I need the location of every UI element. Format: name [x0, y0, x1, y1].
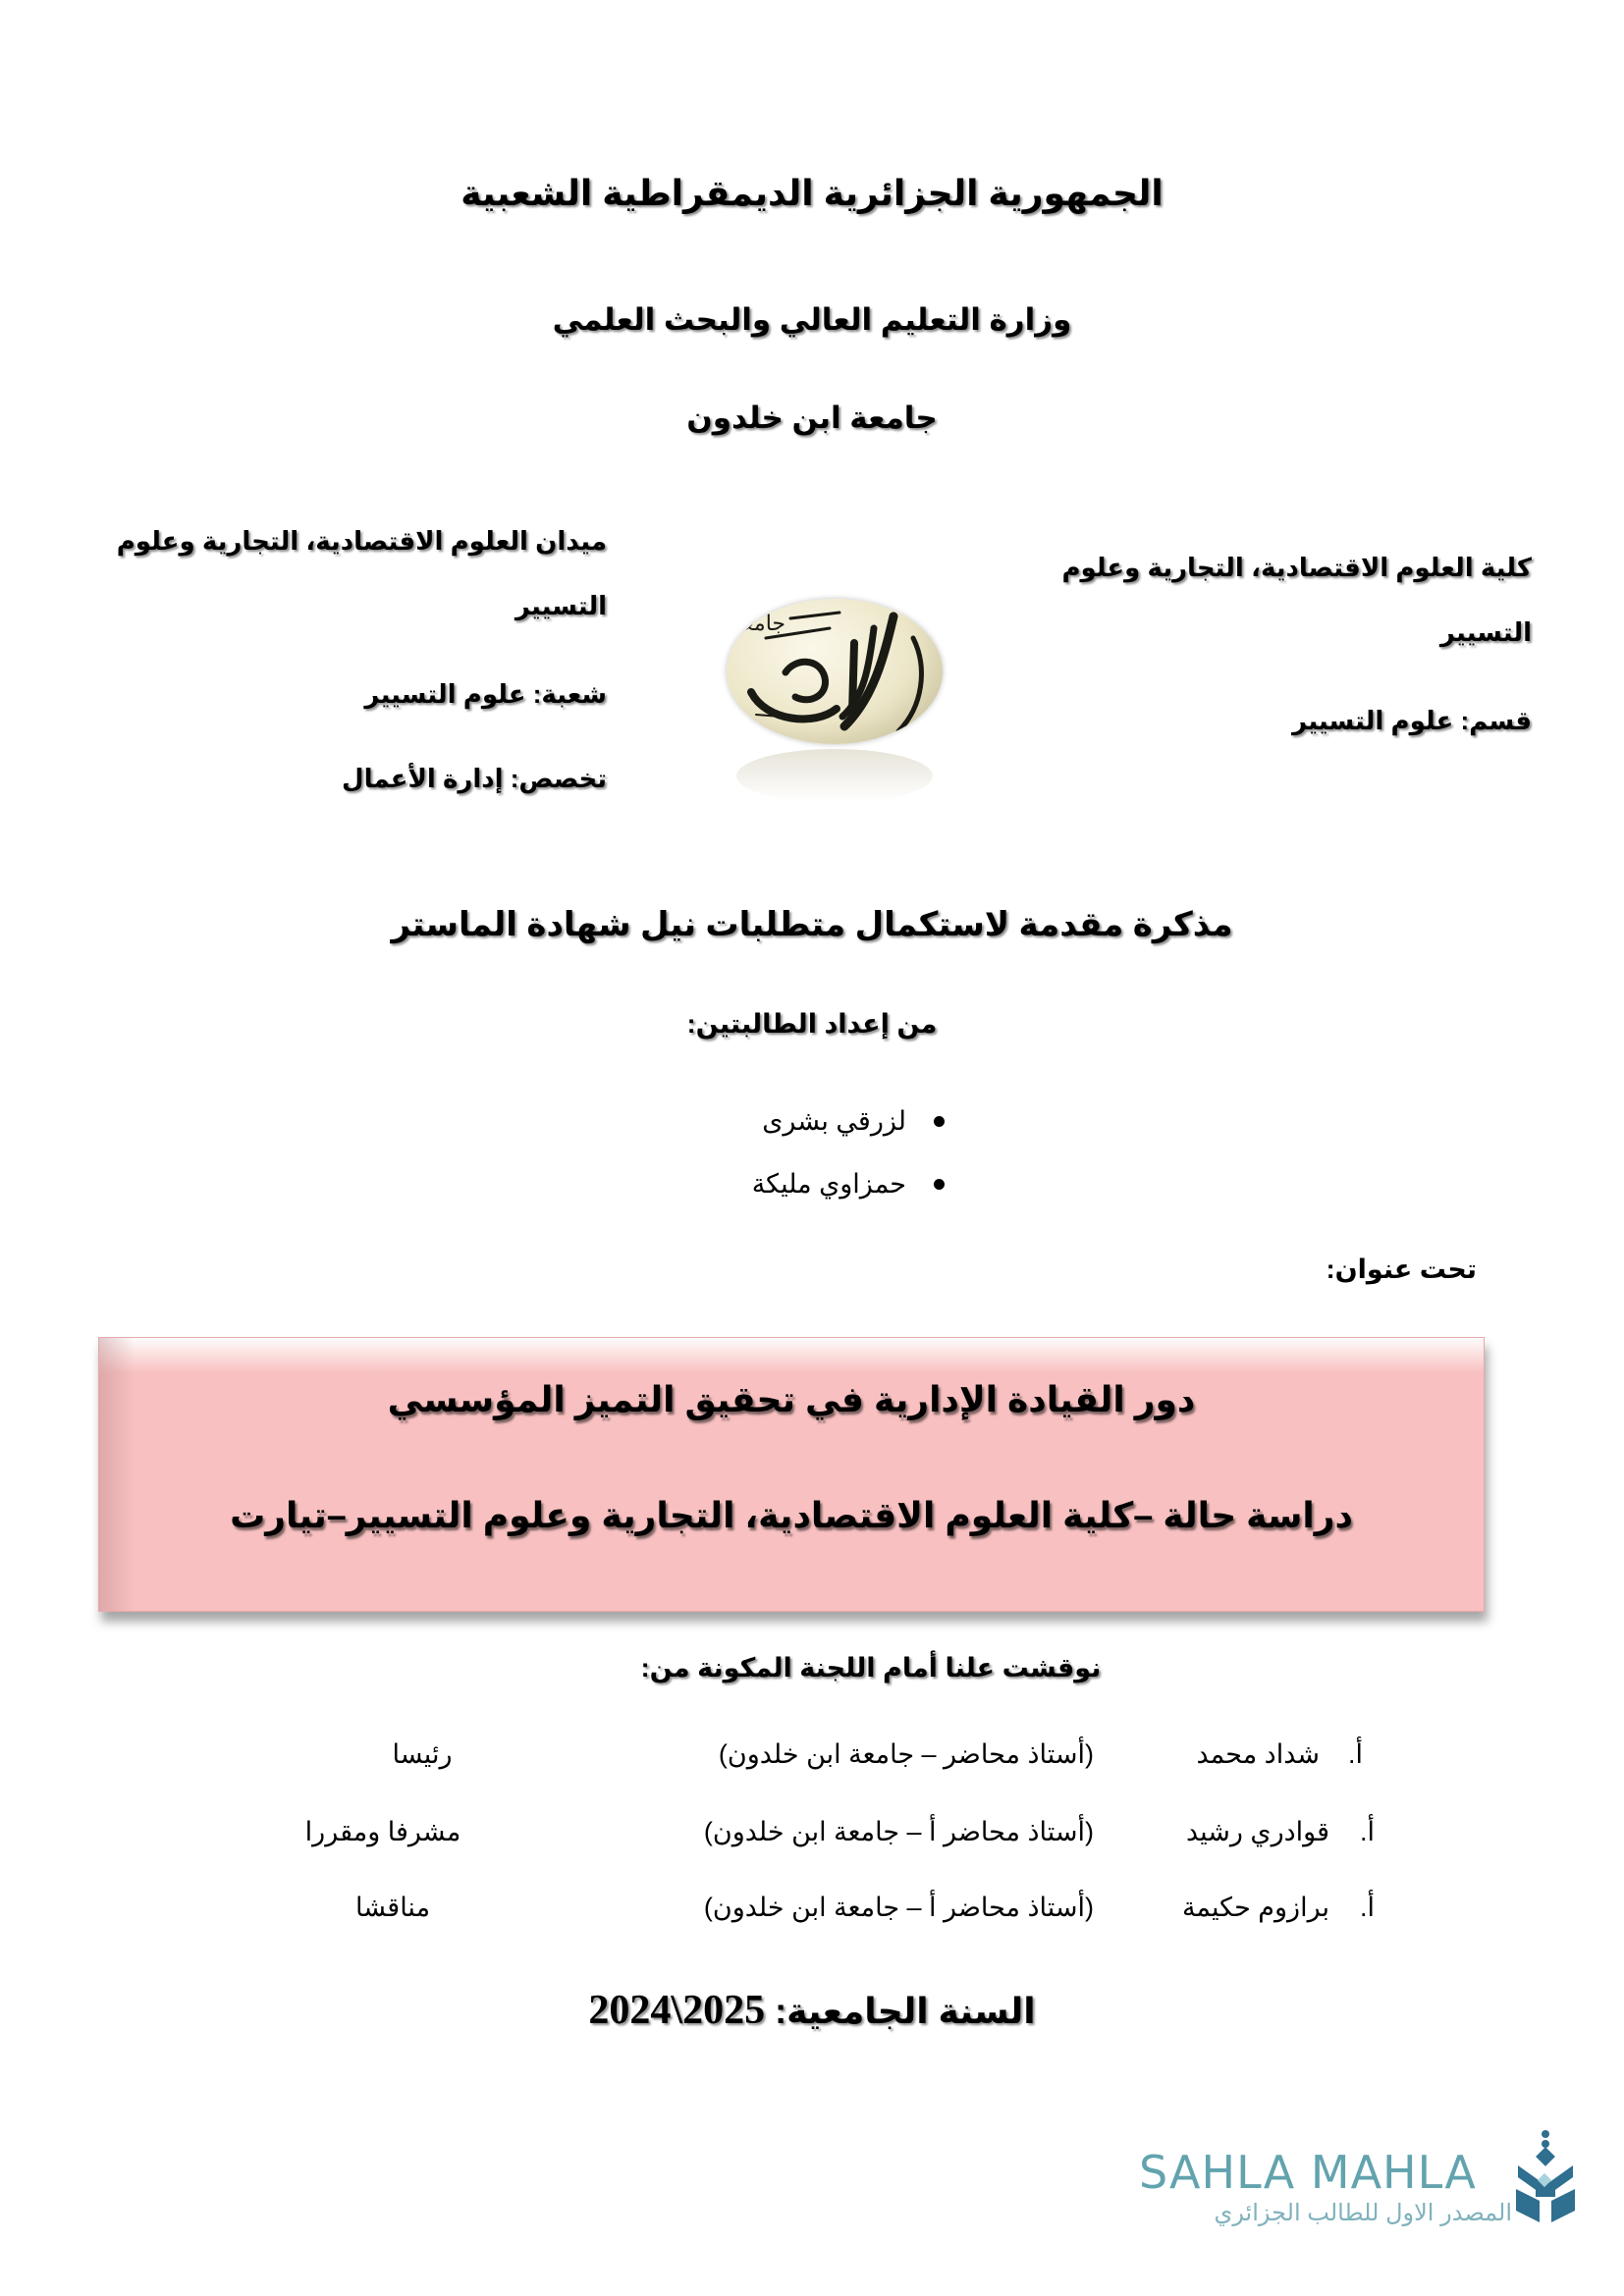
students-list: [687, 1099, 945, 1205]
field-line-1: ميدان العلوم الاقتصادية، التجارية وعلوم: [116, 526, 607, 556]
committee-row: [0, 1817, 1624, 1856]
faculty-line-1: كلية العلوم الاقتصادية، التجارية وعلوم: [1061, 553, 1532, 582]
member-rank: (أستاذ محاضر أ – جامعة ابن خلدون): [703, 1893, 1094, 1922]
ministry-title: وزارة التعليم العالي والبحث العلمي: [552, 302, 1072, 337]
member-name: برازوم حكيمة: [1181, 1893, 1329, 1922]
thesis-title-box: [98, 1337, 1485, 1612]
student-item: [687, 1162, 945, 1205]
committee-row: [0, 1739, 1624, 1779]
thesis-purpose: مذكرة مقدمة لاستكمال متطلبات نيل شهادة الماستر: [391, 906, 1233, 943]
student-name: حمزاوي مليكة: [751, 1168, 906, 1199]
member-role: مشرفا ومقررا: [304, 1817, 461, 1846]
faculty-line-2: التسيير: [1439, 617, 1532, 647]
prepared-by-label: من إعداد الطالبتين:: [686, 1009, 938, 1039]
committee-header: نوقشت علنا أمام اللجنة المكونة من:: [640, 1653, 1102, 1682]
member-prefix: أ.: [1359, 1817, 1375, 1846]
member-name: قوادري رشيد: [1185, 1817, 1329, 1846]
thesis-case-study: دراسة حالة –كلية العلوم الاقتصادية، التجارية وعلوم التسيير–تيارت: [230, 1495, 1353, 1535]
committee-row: [0, 1893, 1624, 1932]
bullet-icon: [934, 1116, 945, 1127]
academic-year-label: السنة الجامعية:: [775, 1991, 1036, 2031]
member-rank: (أستاذ محاضر أ – جامعة ابن خلدون): [703, 1817, 1094, 1846]
department-label: قسم: علوم التسيير: [1292, 706, 1532, 735]
university-title: جامعة ابن خلدون: [686, 400, 938, 435]
member-rank: (أستاذ محاضر – جامعة ابن خلدون): [718, 1739, 1094, 1769]
member-role: مناقشا: [354, 1893, 431, 1922]
svg-text:جامعة: جامعة: [731, 612, 785, 636]
sahla-mahla-watermark: [1139, 2128, 1581, 2236]
member-prefix: أ.: [1347, 1739, 1363, 1769]
university-emblem-icon: [722, 574, 947, 805]
specialty-label: تخصص: إدارة الأعمال: [342, 764, 607, 793]
watermark-tagline: المصدر الاول للطالب الجزائري: [1214, 2200, 1512, 2226]
field-line-2: التسيير: [514, 591, 607, 620]
branch-label: شعبة: علوم التسيير: [364, 679, 607, 709]
under-title-label: تحت عنوان:: [1326, 1255, 1477, 1284]
member-name: شداد محمد: [1196, 1739, 1320, 1769]
academic-year: [0, 1987, 1624, 2034]
thesis-title: دور القيادة الإدارية في تحقيق التميز المؤسسي: [387, 1379, 1196, 1419]
faculty-block: [1041, 535, 1532, 753]
member-role: رئيسا: [392, 1739, 453, 1769]
student-name: لزرقي بشرى: [762, 1105, 906, 1136]
bullet-icon: [934, 1179, 945, 1190]
field-block: [98, 508, 607, 811]
student-item: [687, 1099, 945, 1143]
republic-title: الجمهورية الجزائرية الديمقراطية الشعبية: [460, 173, 1164, 213]
member-prefix: أ.: [1359, 1893, 1375, 1922]
watermark-brand: SAHLA MAHLA: [1139, 2146, 1477, 2199]
academic-year-value: 2024\2025: [588, 1988, 766, 2033]
sahla-mahla-logo-icon: [1510, 2128, 1581, 2226]
